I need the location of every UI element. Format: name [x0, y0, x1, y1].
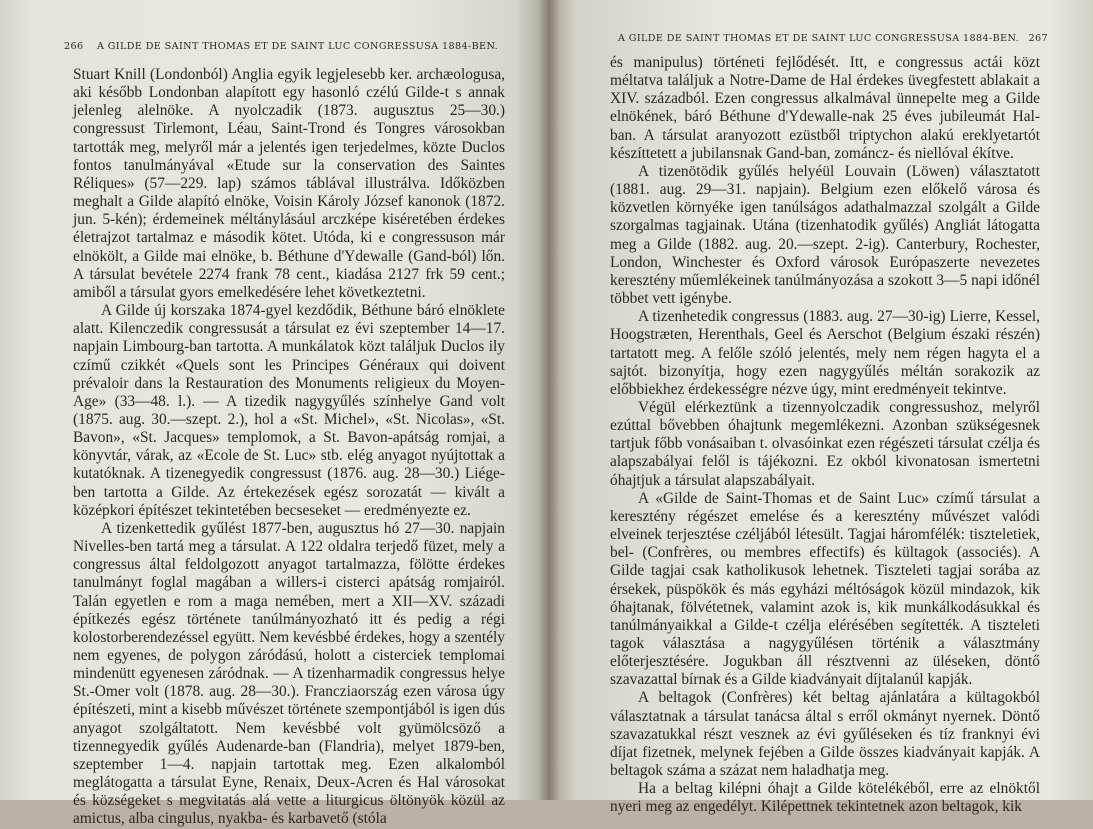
paragraph: és manipulus) történeti fejlődését. Itt, e congressus actái közt méltatva találjuk a Notre-Dame de Hal érdekes üvegfestett ablakait a XIV. századból. Ezen congressus alkalmával ünnepelte meg a Gilde elnökének, báró Béthune d'Ydewalle-nak 25 éves jubileumát Hal-ban. A társulat aranyozott ezüstből triptychon alakú ereklyetartót készíttetett a jubilansnak Gand-ban, zománcz- és niellóval ékítve. — [610, 54, 1040, 162]
page-number-left: 266 — [64, 41, 84, 52]
paragraph: Végül elérkeztünk a tizennyolczadik congressushoz, melyről ezúttal bővebben óhajtunk megemlékezni. Azonban szükségesnek tartjuk főbb vonásaiban t. olvasóinkat ezen régészeti társulat czélja és alapszabályai felől is tájékozni. Ez okból kivonatosan ismertetni óhajtjuk a társulat alapszabályait. — [610, 398, 1040, 489]
paragraph: A tizenötödik gyűlés helyéül Louvain (Löwen) választatott (1881. aug. 29—31. napjain). Belgium ezen előkelő városa és közvetlen környéke igen tanúlságos adathalmazzal szolgált a Gilde szorgalmas tagjainak. Utána (tizenhatodik gyűlés) Angliát látogatta meg a Gilde (1882. aug. 20.—szept. 2-ig). Canterbury, Rochester, London, Winchester és Oxford városok Európaszerte nevezetes keresztény műemlékeinek tanúlmányozása a szokott 3—5 napi időnél többet vett igénybe. — [610, 162, 1040, 308]
running-head-left: A GILDE DE SAINT THOMAS ET DE SAINT LUC CONGRESSUSA 1884-BEN. — [96, 41, 499, 52]
paragraph: A tizenkettedik gyűlést 1877-ben, augusztus hó 27—30. napjain Nivelles-ben tartá meg a társulat. A 122 oldalra terjedő füzet, mely a congressus által feldolgozott anyagot tartalmazza, fölötte érdekes tanulmányt foglal magában a willers-i cisterci apátság romjairól. Talán egyetlen e rom a maga nemében, mert a XII—XV. századi építkezés egész története tanúlmányozható itt és pedig a régi kolostorberendezéssel együtt. Nem kevésbbé érdekes, hogy a szentély nem egyenes, de polygon záródású, holott a cisterciek templomai mindenütt egyenesen záródnak. — A tizenharmadik congressus helye St.-Omer volt (1878. aug. 28—30.). Francziaország ezen városa úgy építészeti, mint a kisebb művészet története szempontjából is igen dús anyagot szolgáltatott. Nem kevésbbé volt gyümölcsöző a tizennegyedik gyűlés Audenarde-ban (Flandria), melyet 1879-ben, szeptember 1—4. napjain tartottak meg. Ezen alkalomból meglátogatta a társulat Eyne, Renaix, Deux-Acren és Hal városokat és községeket s megvitatás alá vette a liturgicus öltönyök közül az amictus, alba cingulus, nyakba- és karbavető (stóla — [73, 519, 505, 828]
body-text-right — [610, 54, 1040, 817]
paragraph: A tizenhetedik congressus (1883. aug. 27—30-ig) Lierre, Kessel, Hoogstræten, Herenthals, Geel és Aerschot (Belgium északi részén) tartatott meg. A felőle szóló jelentés, mely nem régen hagyta el a sajtót. bizonyítja, hogy ezen nagygyűlés méltán sorakozik az előbbiekhez érdekességre nézve úgy, mint eredményeit tekintve. — [610, 308, 1040, 398]
paragraph: A «Gilde de Saint-Thomas et de Saint Luc» czímű társulat a keresztény régészet emelése és a keresztény művészet valódi elveinek terjesztése czéljából létesült. Tagjai háromfélék: tiszteletiek, bel- (Confrères, ou membres effectifs) és kültagok (associés). A Gilde tagjai csak katholikusok lehetnek. Tiszteleti tagjai sorába az érsekek, püspökök és más egyházi méltóságok közül mindazok, kik óhajtanak, fölvétetnek, valamint azok is, kik munkálkodásukkal és tanúlmányaikkal a Gilde-t czélja elérésében segítették. A tiszteleti tagok választása a nagygyűlésen történik a választmány előterjesztésére. Jogukban áll résztvenni az üléseken, döntő szavazattal bírnak és a Gilde kiadványait díjtalanúl kapják. — [610, 489, 1040, 689]
book-gutter — [538, 0, 560, 800]
paragraph: A beltagok (Confrères) két beltag ajánlatára a kültagokból választatnak a társulat tanácsa által s erről okmányt nyernek. Döntő szavazatukkal részt vesznek az évi gyűléseken és tíz franknyi évi díjat fizetnek, melynek fejében a Gilde összes kiadványait kapják. A beltagok száma a százat nem haladhatja meg. — [610, 689, 1040, 780]
running-head-right: A GILDE DE SAINT THOMAS ET DE SAINT LUC CONGRESSUSA 1884-BEN. — [618, 33, 1020, 44]
body-text-left — [73, 66, 505, 829]
paragraph: Stuart Knill (Londonból) Anglia egyik legjelesebb ker. archæologusa, aki később Londonban alapított egy hasonló czélú Gilde-t s annak jelenleg alelnöke. A nyolczadik (1873. augusztus 25—30.) congressust Tirlemont, Léau, Saint-Trond és Tongres városokban tartották meg, melyről már a jelentés igen terjedelmes, közte Duclos fontos tanulmányával «Etude sur la conservation des Saintes Réliques» (57—229. lap) számos táblával illustrálva. Időközben meghalt a Gilde alapító elnöke, Voisin Károly József kanonok (1872. jun. 5-kén); érdemeinek méltánylásául arczképe kiséretében érdekes életrajzot tartalmaz e második kötet. Utóda, ki e congressuson már elnökölt, a Gilde mai elnöke, b. Béthune d'Ydewalle (Gand-ból) lőn. A társulat bevétele 2274 frank 78 cent., kiadása 2127 frk 59 cent.; amiből a társulat gyors emelkedésére lehet következtetni. — [73, 66, 505, 301]
page-number-right: 267 — [1028, 33, 1048, 44]
paragraph: Ha a beltag kilépni óhajt a Gilde kötelékéből, erre az elnöktől nyeri meg az engedélyt. Kilépettnek tekintetnek azon beltagok, kik — [610, 780, 1040, 816]
running-header-left — [64, 41, 498, 52]
running-header-right — [618, 33, 1048, 44]
right-page — [548, 0, 1093, 816]
paragraph: A Gilde új korszaka 1874-gyel kezdődik, Béthune báró elnöklete alatt. Kilenczedik congressusát a társulat ez évi szeptember 14—17. napjain Limbourg-ban tartotta. A munkálatok közt találjuk Duclos ily czímű czikkét «Quels sont les Principes Généraux qui doivent prévaloir dans la Restauration des Monuments religieux du Moyen-Age» (33—48. l.). — A tizedik nagygyűlés színhelye Gand volt (1875. aug. 30.—szept. 2.), hol a «St. Michel», «St. Nicolas», «St. Bavon», «St. Jacques» templomok, a St. Bavon-apátság romjai, a könyvtár, várak, az «Ecole de St. Luc» stb. elég anyagot nyújtottak a kutatóknak. A tizenegyedik congressust (1876. aug. 28—30.) Liége-ben tartotta a Gilde. Az értekezések egész sorozatát — kivált a középkori építészet tekintetében becseseket — eredményezte ez. — [73, 302, 505, 519]
